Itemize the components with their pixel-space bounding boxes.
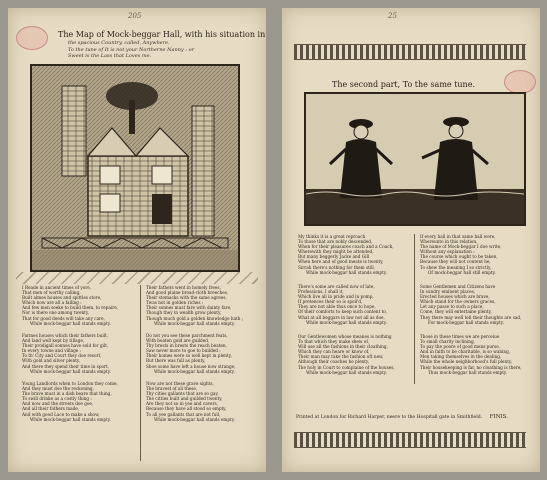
verse-line: What at all beggars in law not all as doe,: [298, 314, 385, 320]
verse-line: Built almes houses and spittles store,: [22, 295, 102, 301]
stanza-8: [298, 284, 418, 325]
verse-line: Though much gold a golden knowledge hath ;: [146, 315, 244, 321]
verse-refrain: While mock-beggar hall stands empty.: [30, 320, 111, 326]
verse-refrain: For mock-beggar hall stands empty.: [428, 319, 504, 325]
verse-line: The brave must in a dish beare that thing,: [22, 391, 112, 397]
right-page: [282, 8, 540, 472]
verse-line: And good plaine broad-cloth breeches,: [146, 290, 229, 296]
verse-line: I Reade in ancient times of yore,: [22, 285, 92, 290]
verse-line: My thinks it is a great reproach: [298, 234, 366, 239]
verse-line: That for good deeds will take any care,: [22, 315, 105, 321]
verse-line: Because they have all stood so empty,: [146, 406, 227, 412]
verse-line: Are they not so in yee and cavers,: [146, 401, 219, 407]
verse-line: Saw never more to goe to builded :: [146, 348, 221, 354]
woodcut-house-illustration: [30, 64, 240, 272]
finis-mark: FINIS.: [489, 414, 508, 420]
verse-line: The bravest of all these,: [146, 386, 198, 392]
verse-line: Their stomacks with the same agrees,: [146, 295, 227, 301]
verse-line: To that which they make shew of,: [298, 339, 370, 345]
verse-line: With gold and silver plenty,: [22, 358, 81, 364]
stanza-5: [146, 333, 266, 374]
verse-line: But many beggerly Jacke and Gill: [298, 254, 370, 260]
verse-line: If pretences their so is spoil'd,: [298, 299, 363, 305]
verse-line: Although their coaches be plenty,: [298, 359, 370, 365]
verse-line: Though they in wealth grow plenty,: [146, 310, 222, 316]
verse-line: And with good Lace to make a show,: [22, 411, 100, 417]
printer-imprint: [296, 414, 508, 420]
verse-line: If every hall in that same hall were,: [420, 234, 496, 239]
decorative-border-bottom: [294, 432, 526, 448]
verse-line: Young Landlords when to London they come,: [22, 381, 118, 386]
stanza-10: [420, 234, 540, 275]
woodcut-two-figures-illustration: [304, 92, 526, 226]
verse-line: Which stand for the owners graces,: [420, 299, 496, 305]
verse-line: And few men seeke to build them, to repaire,: [22, 305, 119, 311]
verse-line: They are not able thus once to hope,: [298, 304, 376, 310]
verse-line: And all their fathers made,: [22, 406, 80, 412]
verse-line: The holy in Court to complaine of the houses,: [298, 364, 395, 370]
verse-line: In every towne and village :: [22, 348, 81, 354]
verse-refrain: While mock-beggar hall stands empty.: [30, 368, 111, 374]
verse-line: Without any explanation :: [420, 249, 475, 255]
verse-line: Wherewith they might be attended,: [298, 249, 374, 255]
verse-line: They there may well tell their thoughts are sad,: [420, 314, 522, 320]
ballad-title: The Map of Mock-beggar Hall, with his situation in: [58, 30, 266, 39]
stanza-1: [22, 285, 142, 326]
library-stamp: [16, 26, 48, 50]
stanza-12: [420, 334, 540, 375]
verse-line: Their sonnes must fare with dainty fare,: [146, 305, 232, 311]
verse-line: To th' City and Court they doe resort,: [22, 353, 102, 359]
verse-line: Those in these times we are perceiue: [420, 334, 500, 339]
verse-line: Erected houses which are brave,: [420, 294, 490, 300]
verse-line: To swill drinke as a costly thing :: [22, 396, 92, 402]
verse-line: With beaten gold are guilded,: [146, 338, 210, 344]
tune-line-1: To the tune of It is not your Northerne Nanny : or: [68, 47, 194, 53]
verse-line: Shoe some have left a house now strange,: [146, 363, 236, 369]
verse-line: Let any passe to such a place,: [420, 304, 484, 310]
verse-line: Their man may take the fashion oft new,: [298, 354, 384, 360]
verse-line: Which they can heare or know of,: [298, 349, 370, 355]
imprint-text: Printed at London for Richard Harper, neere to the Hospitall gate in Smithfield.: [296, 415, 483, 420]
verse-line: Now are not these grave sights,: [146, 381, 214, 386]
stanza-4: [146, 285, 266, 326]
verse-line: The name of Mock-beggar I doe write,: [420, 244, 502, 250]
stanza-9: [298, 334, 418, 375]
verse-line: Their homes were so well kept in plenty,: [146, 353, 232, 359]
decorative-border: [16, 272, 258, 284]
verse-line: Thy brests in brests the reach beaten,: [146, 343, 227, 349]
verse-line: Thy cities gallants that are so gay,: [146, 391, 219, 397]
verse-line: Do not you see these parchment feats,: [146, 333, 228, 338]
verse-line: The citties built and guilded twenty,: [146, 396, 223, 402]
verse-line: To small charity inclining,: [420, 339, 476, 345]
verse-line: Which now are all a falling :: [22, 300, 82, 306]
verse-line: The course which ought to be taken,: [420, 254, 498, 260]
verse-line: When here and of good meate is twenty,: [298, 259, 384, 265]
ballad-subtitle: the spacious Country, called, Anywhere.: [68, 40, 170, 46]
verse-line: Sirrah there's nothing for them still,: [298, 264, 376, 270]
verse-line: When for their pleasures coach and a Coach,: [298, 244, 394, 250]
left-page: [8, 8, 266, 472]
verse-line: Professions, I shall it,: [298, 289, 344, 295]
verse-line: Whereunto in this relation,: [420, 239, 478, 245]
verse-line: Which live all in pride and in pomp,: [298, 294, 374, 300]
stanza-3: [22, 381, 142, 422]
folio-number: 25: [388, 12, 397, 20]
part-title: The second part, To the same tune.: [332, 80, 475, 89]
verse-line: But there was full as plenty,: [146, 358, 206, 364]
verse-refrain: While mock-beggar hall stands empty.: [154, 368, 235, 374]
folio-number: 205: [128, 12, 142, 20]
verse-line: Men taking themselves in the dealing,: [420, 354, 502, 360]
column-rule: [140, 285, 141, 461]
verse-line: Our Gentlewomen whose meanes is nothing: [298, 334, 392, 339]
verse-refrain: While mock-beggar hall stands empty.: [154, 320, 235, 326]
column-rule: [414, 234, 415, 384]
decorative-border-top: [294, 44, 526, 60]
verse-line: Nor is there one among twenty,: [22, 310, 89, 316]
verse-refrain: While mock-beggar hall stands empty.: [154, 416, 235, 422]
verse-line: Farmes houses which their fathers built,: [22, 333, 109, 338]
verse-refrain: Of mock-beggar hall still empty.: [428, 269, 496, 275]
stanza-6: [146, 381, 266, 422]
stanza-11: [420, 284, 540, 325]
verse-line: Their housekeeping is far, no cloathing is there,: [420, 364, 522, 370]
verse-line: And there they spend their time in sport,: [22, 363, 110, 369]
verse-refrain: While mock-beggar hall stands empty.: [306, 269, 387, 275]
library-stamp: [504, 70, 536, 94]
stanza-7: [298, 234, 418, 275]
verse-line: While the whole neighborhood's full plenty,: [420, 359, 513, 365]
stanza-2: [22, 333, 142, 374]
verse-line: And they must doe the reckoning,: [22, 386, 94, 392]
verse-refrain: Thus mock-beggar hall stands empty.: [428, 369, 508, 375]
verse-refrain: While mock-beggar hall stands empty.: [30, 416, 111, 422]
verse-line: Their fathers went in homely frees,: [146, 285, 221, 290]
verse-line: There's some are called now of late,: [298, 284, 375, 289]
verse-line: Come, they will entertaine plenty,: [420, 309, 492, 315]
verse-refrain: While mock-beggar hall stands empty.: [306, 369, 387, 375]
verse-line: In sundry eminent places,: [420, 289, 476, 295]
verse-line: To pay the poore of good mens purse,: [420, 344, 501, 350]
verse-line: And now and the streets doe goe,: [22, 401, 94, 407]
verse-line: Because they will not content be,: [420, 259, 491, 265]
verse-line: To those that are nobly descended,: [298, 239, 373, 245]
verse-line: To all yee gallants that are not full,: [146, 411, 221, 417]
verse-line: That men of worthy calling,: [22, 290, 81, 296]
verse-line: To shew the meaning I so strictly,: [420, 264, 492, 270]
verse-line: Twas not in golden riches :: [146, 300, 204, 306]
verse-line: And land well kept by tillage,: [22, 338, 85, 344]
verse-line: Their prodigall sonnes have sold for gilt,: [22, 343, 109, 349]
verse-line: Some Gentlemen and Citizens have: [420, 284, 496, 289]
verse-line: And in faith to be charitable, is so waning,: [420, 349, 511, 355]
verse-line: Will use all the fashions in their cloathing,: [298, 344, 388, 350]
tune-line-2: Sweet is the Lass that Loves me.: [68, 53, 152, 59]
verse-refrain: While mock-beggar hall stands empty.: [306, 319, 387, 325]
verse-line: Of their comforts to keep such content to,: [298, 309, 388, 315]
